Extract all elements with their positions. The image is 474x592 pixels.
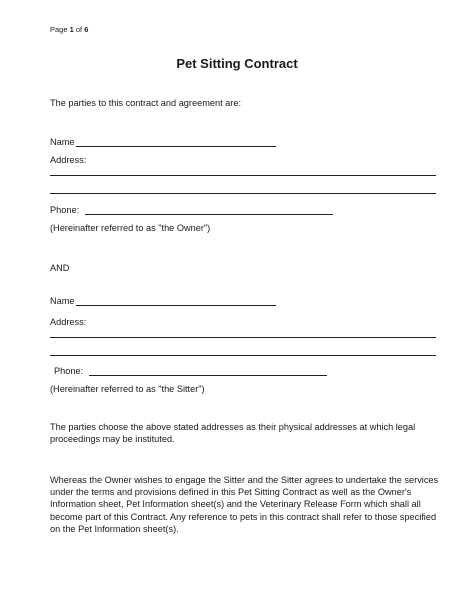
intro-text: The parties to this contract and agreement are: xyxy=(50,98,241,108)
owner-address-line-1[interactable] xyxy=(50,175,436,176)
engagement-paragraph: Whereas the Owner wishes to engage the Sitter and the Sitter agrees to undertake the services under the terms and provisions defined in this Pet Sitting Contract as well as the Owner's Information sheet, Pet Information sheet(s) and the Veterinary Release Form which shall all become part of this Contract. Any reference to pets in this contract shall refer to those specified on the Pet Information sheet(s). xyxy=(50,475,439,534)
sitter-name-line[interactable] xyxy=(76,296,276,306)
page-number: Page 1 of 6 xyxy=(50,25,89,34)
sitter-phone-field[interactable] xyxy=(54,366,327,376)
and-separator: AND xyxy=(50,263,70,273)
owner-note: (Hereinafter referred to as "the Owner") xyxy=(50,223,211,233)
owner-name-line[interactable] xyxy=(76,137,276,147)
sitter-phone-label: Phone: xyxy=(54,366,84,376)
sitter-address-label: Address: xyxy=(50,317,87,327)
owner-name-label: Name xyxy=(50,137,75,147)
sitter-note: (Hereinafter referred to as "the Sitter") xyxy=(50,384,205,394)
owner-phone-label: Phone: xyxy=(50,205,80,215)
owner-phone-field[interactable] xyxy=(50,205,333,215)
addresses-paragraph: The parties choose the above stated addresses as their physical addresses at which legal proceedings may be instituted. xyxy=(50,422,416,445)
sitter-address-line-1[interactable] xyxy=(50,337,436,338)
owner-address-line-2[interactable] xyxy=(50,193,436,194)
sitter-address-line-2[interactable] xyxy=(50,355,436,356)
document-title: Pet Sitting Contract xyxy=(176,56,298,71)
sitter-name-field[interactable] xyxy=(50,296,276,306)
sitter-phone-line[interactable] xyxy=(89,366,327,376)
owner-name-field[interactable] xyxy=(50,137,276,147)
owner-phone-line[interactable] xyxy=(85,205,333,215)
sitter-name-label: Name xyxy=(50,296,75,306)
owner-address-label: Address: xyxy=(50,155,87,165)
